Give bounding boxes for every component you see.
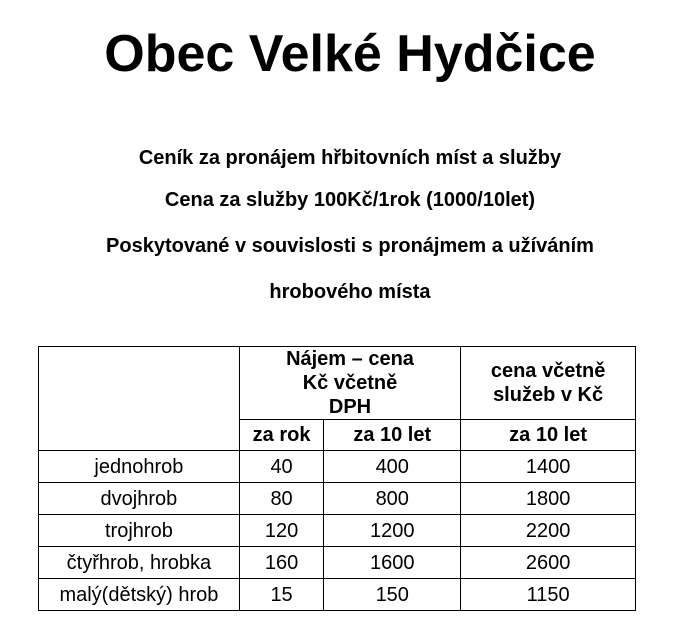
row-za-10-let: 150	[324, 579, 461, 611]
row-za-10-let: 400	[324, 451, 461, 483]
header-za-rok: za rok	[239, 420, 324, 451]
row-za-rok: 40	[239, 451, 324, 483]
subtitle-line-1: Ceník za pronájem hřbitovních míst a služby	[138, 147, 562, 169]
row-type: dvojhrob	[39, 483, 240, 515]
row-type: jednohrob	[39, 451, 240, 483]
subtitle-line-3: Poskytované v souvislosti s pronájmem a užíváním	[106, 235, 594, 257]
row-za-rok: 80	[239, 483, 324, 515]
row-za-10-let: 1600	[324, 547, 461, 579]
row-za-rok: 160	[239, 547, 324, 579]
row-se-sluzbami: 2600	[461, 547, 636, 579]
row-type: trojhrob	[39, 515, 240, 547]
subtitle-line-2: Cena za služby 100Kč/1rok (1000/10let)	[164, 189, 536, 211]
row-za-rok: 15	[239, 579, 324, 611]
table-header-row	[39, 347, 636, 420]
row-za-10-let: 1200	[324, 515, 461, 547]
row-type: malý(dětský) hrob	[39, 579, 240, 611]
price-table	[38, 346, 636, 611]
row-se-sluzbami: 1150	[461, 579, 636, 611]
table-row	[39, 483, 636, 515]
header-empty-cell	[39, 347, 240, 451]
page-title: Obec Velké Hydčice	[104, 25, 596, 83]
row-se-sluzbami: 1400	[461, 451, 636, 483]
row-se-sluzbami: 1800	[461, 483, 636, 515]
table-row	[39, 579, 636, 611]
header-najem: Nájem – cena Kč včetně DPH	[239, 347, 460, 420]
header-za-10-let-sluzby: za 10 let	[461, 420, 636, 451]
row-se-sluzbami: 2200	[461, 515, 636, 547]
subtitle-line-4: hrobového místa	[269, 281, 431, 303]
row-type: čtyřhrob, hrobka	[39, 547, 240, 579]
table-row	[39, 547, 636, 579]
header-za-10-let: za 10 let	[324, 420, 461, 451]
row-za-10-let: 800	[324, 483, 461, 515]
row-za-rok: 120	[239, 515, 324, 547]
header-cena-sluzby: cena včetně služeb v Kč	[461, 347, 636, 420]
table-row	[39, 451, 636, 483]
table-row	[39, 515, 636, 547]
